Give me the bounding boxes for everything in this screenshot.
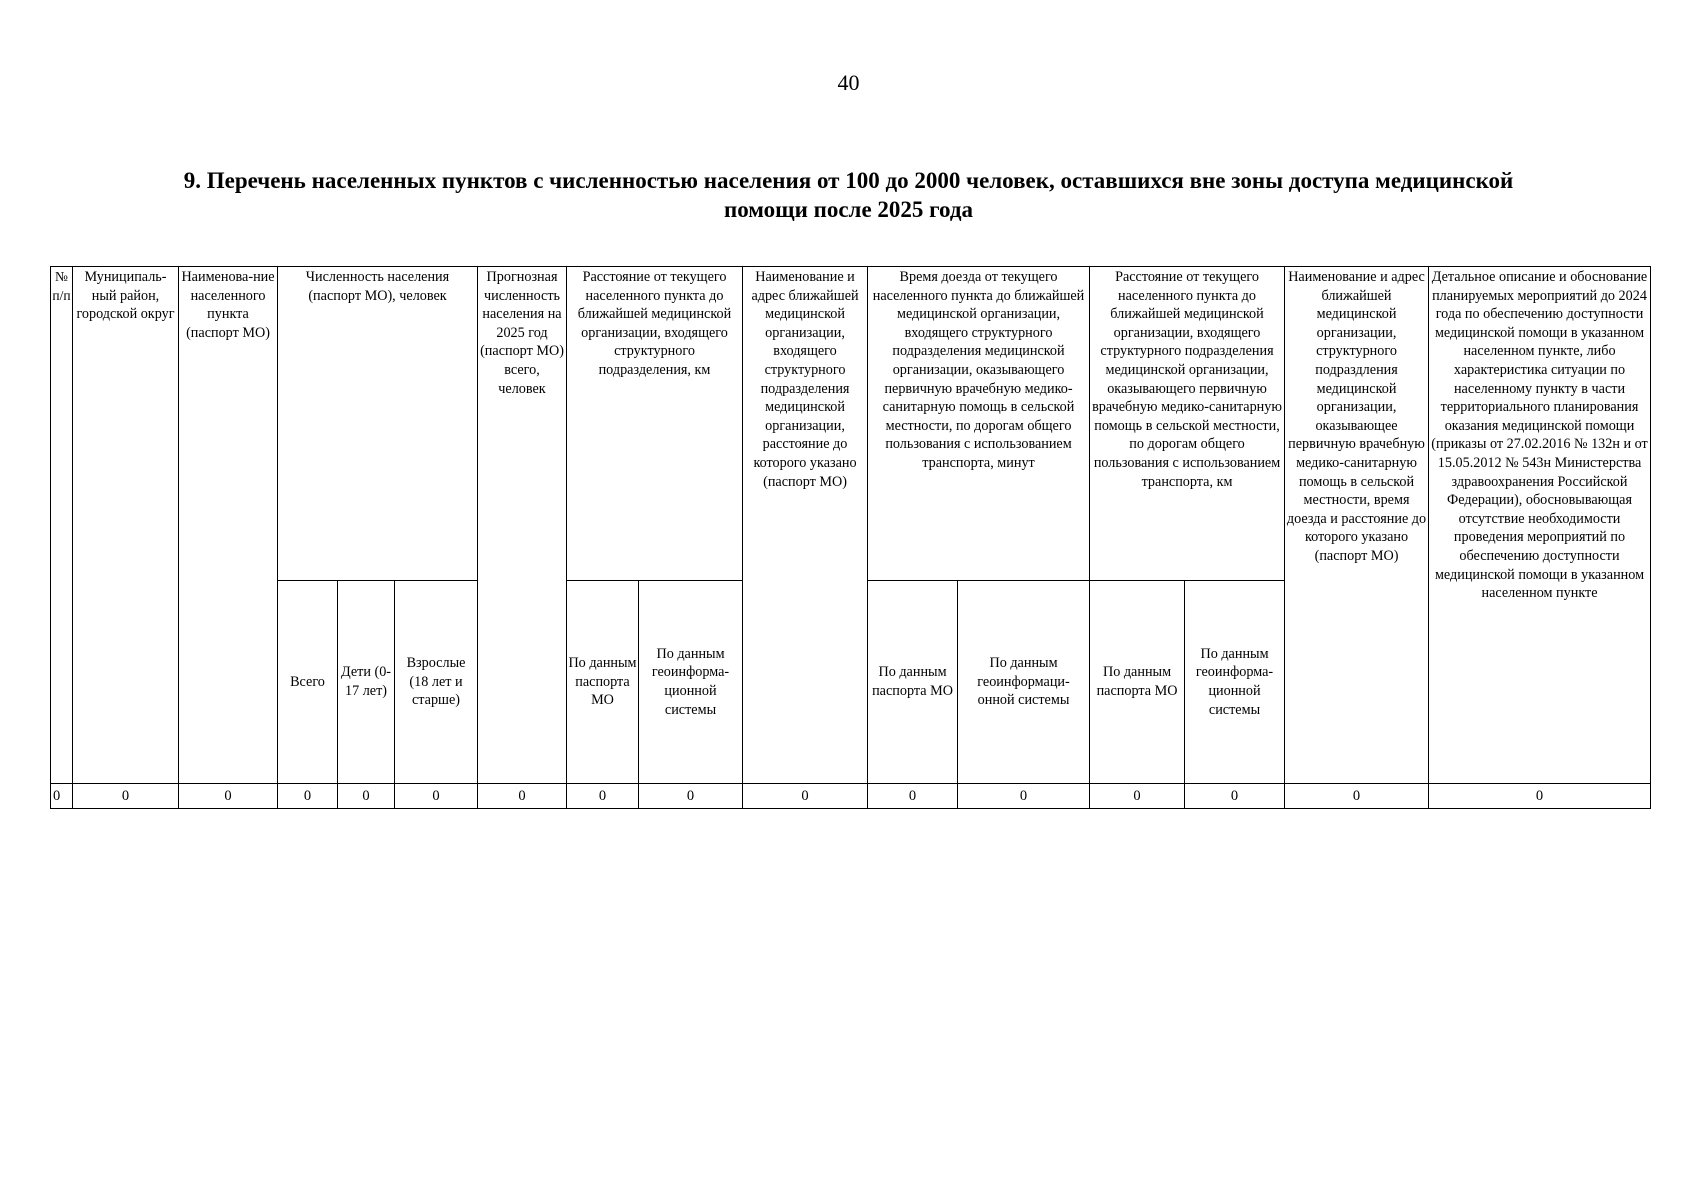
header-district: Муниципаль-ный район, городской округ bbox=[73, 267, 179, 784]
table-row bbox=[51, 784, 1651, 809]
header-distance-primary-gis: По данным геоинформа-ционной системы bbox=[1185, 581, 1285, 784]
header-population-adults: Взрослые (18 лет и старше) bbox=[395, 581, 478, 784]
table-cell: 0 bbox=[958, 784, 1090, 809]
header-locality: Наименова-ние населенного пункта (паспорт МО) bbox=[179, 267, 278, 784]
table-cell: 0 bbox=[1185, 784, 1285, 809]
header-distance-org-gis: По данным геоинформа-ционной системы bbox=[639, 581, 743, 784]
table-cell: 0 bbox=[639, 784, 743, 809]
settlements-table bbox=[50, 266, 1651, 809]
header-forecast: Прогнозная численность населения на 2025 год (паспорт МО) всего, человек bbox=[478, 267, 567, 784]
header-population-children: Дети (0-17 лет) bbox=[338, 581, 395, 784]
header-population: Численность населения (паспорт МО), человек bbox=[278, 267, 478, 581]
header-distance-org-passport: По данным паспорта МО bbox=[567, 581, 639, 784]
table-cell: 0 bbox=[1090, 784, 1185, 809]
header-travel-time-passport: По данным паспорта МО bbox=[868, 581, 958, 784]
page-number: 40 bbox=[837, 70, 860, 95]
header-travel-time: Время доезда от текущего населенного пункта до ближайшей медицинской организации, входящего структурного подразделения медицинской организации, оказывающего первичную врачебную медико-санитарную помощь в сельской местности, по дорогам общего пользования с использованием транспорта, минут bbox=[868, 267, 1090, 581]
table-cell: 0 bbox=[278, 784, 338, 809]
document-title: 9. Перечень населенных пунктов с численностью населения от 100 до 2000 человек, оставшихся вне зоны доступа медицинской помощи после 2025 года bbox=[183, 168, 1514, 222]
table-cell: 0 bbox=[868, 784, 958, 809]
header-population-total: Всего bbox=[278, 581, 338, 784]
table-cell: 0 bbox=[743, 784, 868, 809]
table-cell: 0 bbox=[51, 784, 73, 809]
header-distance-org: Расстояние от текущего населенного пункта до ближайшей медицинской организации, входящего структурного подразделения, км bbox=[567, 267, 743, 581]
table-cell: 0 bbox=[478, 784, 567, 809]
header-row-main bbox=[51, 267, 1651, 581]
header-nearest-org: Наименование и адрес ближайшей медицинской организации, входящего структурного подразделения медицинской организации, расстояние до которого указано (паспорт МО) bbox=[743, 267, 868, 784]
table-cell: 0 bbox=[179, 784, 278, 809]
header-travel-time-gis: По данным геоинформаци-онной системы bbox=[958, 581, 1090, 784]
table-cell: 0 bbox=[1429, 784, 1651, 809]
table-cell: 0 bbox=[73, 784, 179, 809]
header-distance-primary-passport: По данным паспорта МО bbox=[1090, 581, 1185, 784]
header-description: Детальное описание и обоснование планируемых мероприятий до 2024 года по обеспечению доступности медицинской помощи в указанном населенном пункте, либо характеристика ситуации по населенному пункту в части территориального планирования оказания медицинской помощи (приказы от 27.02.2016 № 132н и от 15.05.2012 № 543н Министерства здравоохранения Российской Федерации), обосновывающая отсутствие необходимости проведения мероприятий по обеспечению доступности медицинской помощи в указанном населенном пункте bbox=[1429, 267, 1651, 784]
table-cell: 0 bbox=[1285, 784, 1429, 809]
table-cell: 0 bbox=[567, 784, 639, 809]
header-distance-primary: Расстояние от текущего населенного пункта до ближайшей медицинской организации, входящего структурного подразделения медицинской организации, оказывающего первичную врачебную медико-санитарную помощь в сельской местности, по дорогам общего пользования с использованием транспорта, км bbox=[1090, 267, 1285, 581]
header-primary-org: Наименование и адрес ближайшей медицинской организации, структурного подраздления медицинской организации, оказывающее первичную врачебную медико-санитарную помощь в сельской местности, время доезда и расстояние до которого указано (паспорт МО) bbox=[1285, 267, 1429, 784]
header-num: № п/п bbox=[51, 267, 73, 784]
table-cell: 0 bbox=[395, 784, 478, 809]
table-cell: 0 bbox=[338, 784, 395, 809]
